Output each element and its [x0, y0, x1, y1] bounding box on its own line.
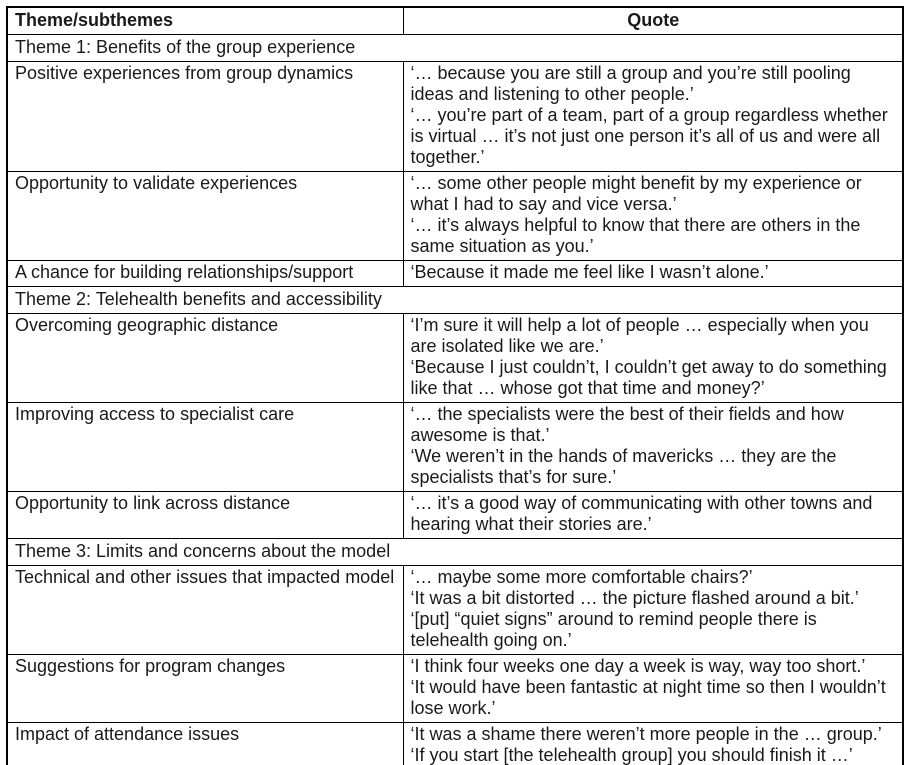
quote-text: ‘It was a shame there weren’t more people in the … group.’: [410, 724, 882, 744]
theme-section-row: [7, 35, 903, 62]
quote-text: ‘[put] “quiet signs” around to remind people there is telehealth going on.’: [410, 609, 817, 650]
subtheme-cell: Opportunity to link across distance: [7, 492, 403, 539]
table-row: [7, 566, 903, 655]
quote-text: ‘… the specialists were the best of their fields and how awesome is that.’: [410, 404, 844, 445]
table-row: [7, 723, 903, 765]
theme-section-row: [7, 539, 903, 566]
quote-cell: [403, 314, 903, 403]
theme-section-row: [7, 287, 903, 314]
quote-text: ‘… it’s always helpful to know that there are others in the same situation as you.’: [410, 215, 861, 256]
quote-text: ‘… you’re part of a team, part of a group regardless whether is virtual … it’s not just one person it’s all of us and were all together.’: [410, 105, 888, 167]
subtheme-cell: Improving access to specialist care: [7, 403, 403, 492]
quote-cell: [403, 566, 903, 655]
column-header-quote: Quote: [403, 7, 903, 35]
quote-cell: [403, 492, 903, 539]
quote-text: ‘It was a bit distorted … the picture flashed around a bit.’: [410, 588, 859, 608]
quote-cell: [403, 62, 903, 172]
quote-text: ‘If you start [the telehealth group] you should finish it …’: [410, 745, 853, 765]
table-header-row: [7, 7, 903, 35]
subtheme-cell: Impact of attendance issues: [7, 723, 403, 765]
quote-text: ‘It would have been fantastic at night time so then I wouldn’t lose work.’: [410, 677, 886, 718]
quote-text: ‘Because I just couldn’t, I couldn’t get away to do something like that … whose got that time and money?’: [410, 357, 887, 398]
subtheme-cell: Technical and other issues that impacted model: [7, 566, 403, 655]
subtheme-cell: Positive experiences from group dynamics: [7, 62, 403, 172]
quote-cell: [403, 403, 903, 492]
table-row: [7, 261, 903, 287]
quote-text: ‘I think four weeks one day a week is way, way too short.’: [410, 656, 866, 676]
quote-text: ‘… it’s a good way of communicating with other towns and hearing what their stories are.’: [410, 493, 873, 534]
themes-quotes-table: [6, 6, 904, 765]
theme-2-title: Theme 2: Telehealth benefits and accessibility: [7, 287, 903, 314]
column-header-theme-subthemes: Theme/subthemes: [7, 7, 403, 35]
quote-text: ‘I’m sure it will help a lot of people … especially when you are isolated like we are.’: [410, 315, 869, 356]
quote-cell: [403, 655, 903, 723]
quote-text: ‘We weren’t in the hands of mavericks … they are the specialists that’s for sure.’: [410, 446, 837, 487]
quote-cell: [403, 723, 903, 765]
table-row: [7, 62, 903, 172]
theme-3-title: Theme 3: Limits and concerns about the model: [7, 539, 903, 566]
quote-text: ‘… some other people might benefit by my experience or what I had to say and vice versa.’: [410, 173, 862, 214]
quote-text: ‘… because you are still a group and you’re still pooling ideas and listening to other people.’: [410, 63, 851, 104]
table-row: [7, 403, 903, 492]
subtheme-cell: A chance for building relationships/support: [7, 261, 403, 287]
table-row: [7, 655, 903, 723]
quote-text: ‘… maybe some more comfortable chairs?’: [410, 567, 753, 587]
subtheme-cell: Suggestions for program changes: [7, 655, 403, 723]
quote-cell: [403, 172, 903, 261]
table-row: [7, 492, 903, 539]
table-row: [7, 172, 903, 261]
table-row: [7, 314, 903, 403]
quote-text: ‘Because it made me feel like I wasn’t alone.’: [410, 262, 769, 282]
quote-cell: [403, 261, 903, 287]
theme-1-title: Theme 1: Benefits of the group experience: [7, 35, 903, 62]
subtheme-cell: Overcoming geographic distance: [7, 314, 403, 403]
subtheme-cell: Opportunity to validate experiences: [7, 172, 403, 261]
